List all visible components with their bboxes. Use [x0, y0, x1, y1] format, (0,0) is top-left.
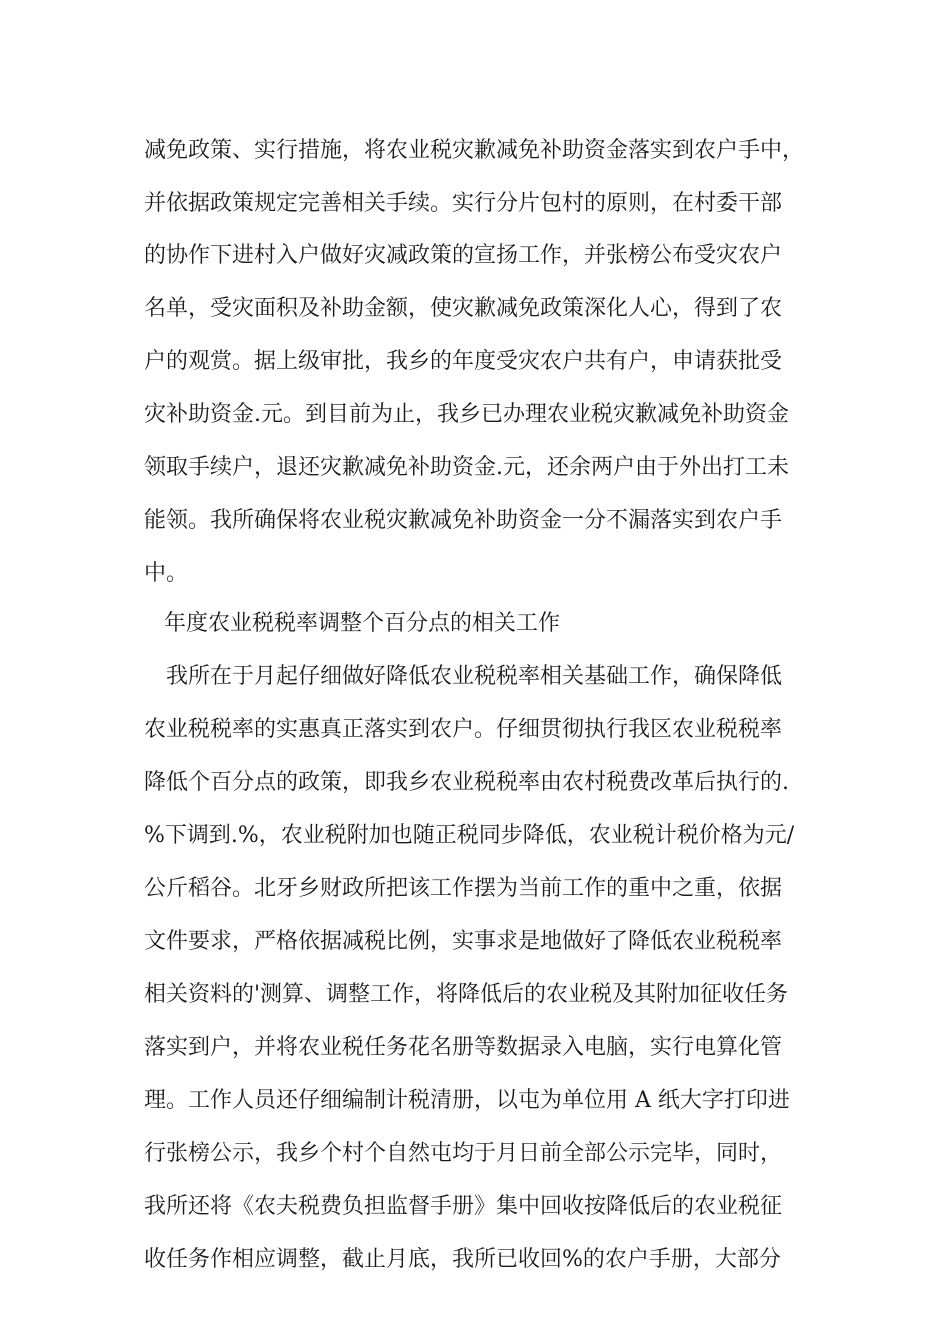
text-line: 并依据政策规定完善相关手续。实行分片包村的原则，在村委干部 [144, 191, 783, 216]
text-line: 收任务作相应调整，截止月底，我所已收回%的农户手册，大部分 [144, 1247, 781, 1272]
text-line: 落实到户，并将农业税任务花名册等数据录入电脑，实行电算化管 [144, 1035, 783, 1060]
text-line: 公斤稻谷。北牙乡财政所把该工作摆为当前工作的重中之重，依据 [144, 876, 783, 901]
text-line: %下调到.%，农业税附加也随正税同步降低，农业税计税价格为元/ [144, 823, 795, 848]
text-line: 理。工作人员还仔细编制计税清册，以屯为单位用 A 纸大字打印进 [144, 1088, 790, 1113]
text-line: 我所在于月起仔细做好降低农业税税率相关基础工作，确保降低 [166, 664, 783, 689]
text-line: 我所还将《农夫税费负担监督手册》集中回收按降低后的农业税征 [144, 1194, 783, 1219]
text-line: 农业税税率的实惠真正落实到农户。仔细贯彻执行我区农业税税率 [144, 717, 783, 742]
text-line: 行张榜公示，我乡个村个自然屯均于月日前全部公示完毕，同时， [144, 1141, 783, 1166]
text-line: 减免政策、实行措施，将农业税灾歉减免补助资金落实到农户手中， [144, 138, 805, 163]
text-line: 文件要求，严格依据减税比例，实事求是地做好了降低农业税税率 [144, 929, 783, 954]
text-line: 相关资料的'测算、调整工作，将降低后的农业税及其附加征收任务 [144, 982, 789, 1007]
text-line: 的协作下进村入户做好灾减政策的宣扬工作，并张榜公布受灾农户 [144, 243, 783, 268]
text-line: 灾补助资金.元。到目前为止，我乡已办理农业税灾歉减免补助资金 [144, 402, 789, 427]
text-line: 中。 [144, 561, 189, 586]
text-line: 领取手续户，退还灾歉减免补助资金.元，还余两户由于外出打工未 [144, 455, 789, 480]
section-heading: 年度农业税税率调整个百分点的相关工作 [164, 611, 561, 636]
text-line: 降低个百分点的政策，即我乡农业税税率由农村税费改革后执行的. [144, 770, 789, 795]
text-line: 名单，受灾面积及补助金额，使灾歉减免政策深化人心，得到了农 [144, 296, 783, 321]
text-line: 能领。我所确保将农业税灾歉减免补助资金一分不漏落实到农户手 [144, 508, 783, 533]
text-line: 户的观赏。据上级审批，我乡的年度受灾农户共有户，申请获批受 [144, 349, 783, 374]
